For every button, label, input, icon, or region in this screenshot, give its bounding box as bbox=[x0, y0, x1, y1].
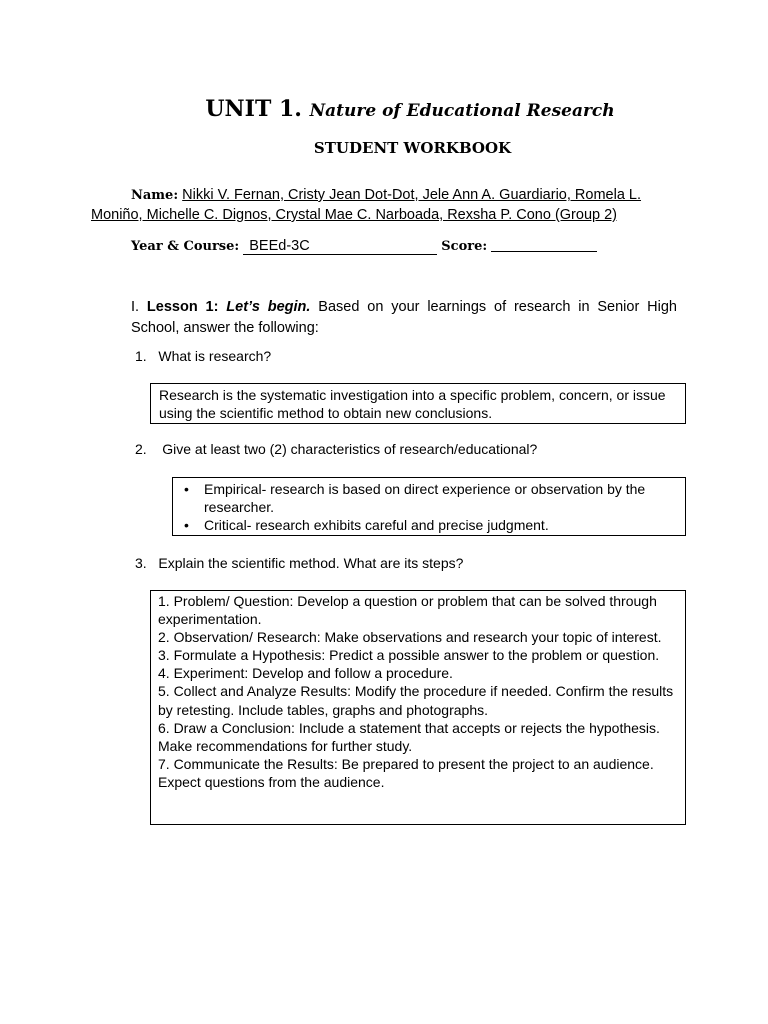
question-text: What is research? bbox=[158, 348, 272, 364]
method-step: 5. Collect and Analyze Results: Modify the procedure if needed. Confirm the results by retesting. Include tables, graphs and photographs. bbox=[158, 683, 674, 718]
question-number: 3. bbox=[135, 555, 147, 571]
list-item: • Empirical- research is based on direct experience or observation by the researcher. bbox=[181, 480, 677, 516]
score-label: Score: bbox=[441, 239, 488, 254]
lesson-lead: Let’s begin. bbox=[226, 299, 311, 315]
question-text: Give at least two (2) characteristics of research/educational? bbox=[162, 441, 538, 457]
name-row bbox=[131, 187, 641, 203]
method-step: 3. Formulate a Hypothesis: Predict a possible answer to the problem or question. bbox=[158, 647, 660, 664]
year-course-value: BEEd-3C bbox=[243, 238, 437, 255]
unit-label: UNIT 1. bbox=[205, 96, 302, 122]
answer-box-1 bbox=[150, 383, 686, 424]
year-course-label: Year & Course: bbox=[131, 239, 240, 254]
name-label: Name: bbox=[131, 188, 179, 203]
name-value-line2: Moniño, Michelle C. Dignos, Crystal Mae C. Narboada, Rexsha P. Cono (Group 2) bbox=[91, 207, 617, 223]
question-number: 2. bbox=[135, 441, 147, 457]
method-step: 1. Problem/ Question: Develop a question or problem that can be solved through experimentation. bbox=[158, 593, 657, 628]
unit-subtitle: Nature of Educational Research bbox=[309, 101, 615, 121]
workbook-title: STUDENT WORKBOOK bbox=[313, 139, 512, 157]
question-text: Explain the scientific method. What are its steps? bbox=[158, 555, 464, 571]
answer-box-2 bbox=[172, 477, 686, 536]
method-step: 7. Communicate the Results: Be prepared to present the project to an audience. Expect questions from the audience. bbox=[158, 755, 654, 790]
question-3 bbox=[135, 555, 463, 571]
score-blank bbox=[491, 237, 597, 252]
lesson-label: Lesson 1: bbox=[146, 299, 219, 315]
list-item: • Critical- research exhibits careful and precise judgment. bbox=[181, 516, 677, 534]
characteristics-list bbox=[181, 480, 677, 534]
lesson-intro-text1: Based on your learnings of research in Senior High bbox=[318, 299, 677, 315]
answer-text: Research is the systematic investigation into a specific problem, concern, or issue using the scientific method to obtain new conclusions. bbox=[159, 387, 666, 421]
question-2 bbox=[135, 441, 537, 457]
question-number: 1. bbox=[135, 348, 147, 364]
name-value-line1: Nikki V. Fernan, Cristy Jean Dot-Dot, Jele Ann A. Guardiario, Romela L. bbox=[182, 187, 642, 203]
question-1 bbox=[135, 348, 271, 364]
answer-box-3 bbox=[150, 590, 686, 825]
year-course-row bbox=[131, 237, 597, 255]
method-step: 4. Experiment: Develop and follow a procedure. bbox=[158, 665, 453, 682]
method-step: 6. Draw a Conclusion: Include a statement that accepts or rejects the hypothesis. Make recommendations for further study. bbox=[158, 719, 660, 754]
lesson-intro-text2: School, answer the following: bbox=[131, 320, 319, 336]
method-step: 2. Observation/ Research: Make observations and research your topic of interest. bbox=[158, 629, 662, 646]
lesson-numeral: I. bbox=[131, 299, 140, 315]
lesson-intro bbox=[131, 297, 677, 339]
unit-title bbox=[0, 96, 768, 122]
